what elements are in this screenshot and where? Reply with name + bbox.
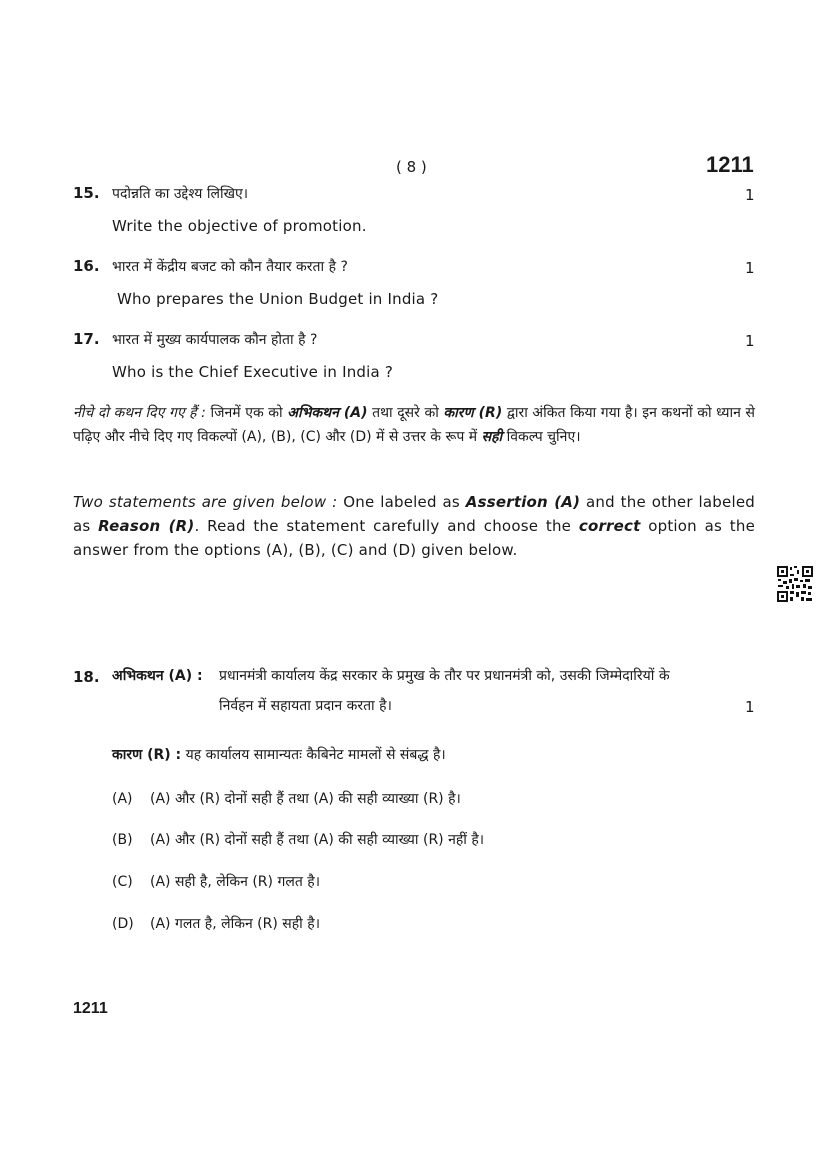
option-b [112, 830, 484, 849]
option-d-letter: (D) [112, 916, 134, 932]
option-c [112, 872, 320, 891]
question-16-marks: 1 [745, 259, 755, 277]
question-17-hindi: भारत में मुख्य कार्यपालक कौन होता है ? [112, 332, 318, 348]
option-a [112, 789, 461, 808]
paper-code-footer: 1211 [73, 1000, 108, 1017]
question-17-marks: 1 [745, 332, 755, 350]
option-b-text: (A) और (R) दोनों सही हैं तथा (A) की सही व्याख्या (R) नहीं है। [150, 832, 485, 848]
question-18-number: 18. [73, 668, 100, 686]
option-c-text: (A) सही है, लेकिन (R) गलत है। [150, 874, 320, 890]
option-d [112, 914, 320, 933]
assertion-text-line-1: प्रधानमंत्री कार्यालय केंद्र सरकार के प्रमुख के तौर पर प्रधानमंत्री को, उसकी जिम्मेदारियों के [219, 668, 670, 684]
instructions-english-intro: Two statements are given below : [73, 493, 338, 511]
question-18-marks: 1 [745, 698, 755, 716]
option-d-text: (A) गलत है, लेकिन (R) सही है। [150, 916, 320, 932]
paper-code-header: 1211 [706, 152, 754, 177]
instructions-hindi-intro: नीचे दो कथन दिए गए हैं : [73, 405, 206, 421]
question-17-english: Who is the Chief Executive in India ? [112, 363, 394, 381]
page-number: ( 8 ) [396, 158, 427, 176]
question-16-hindi: भारत में केंद्रीय बजट को कौन तैयार करता है ? [112, 259, 348, 275]
question-15-marks: 1 [745, 186, 755, 204]
instructions-hindi: नीचे दो कथन दिए गए हैं : जिनमें एक को अभिकथन (A) तथा दूसरे को कारण (R) द्वारा अंकित किया गया है। इन कथनों को ध्यान से पढ़िए और नीचे दिए गए विकल्पों (A), (B), (C) और (D) में से उत्तर के रूप में सही विकल्प चुनिए। [73, 405, 755, 445]
assertion-text-line-2: निर्वहन में सहायता प्रदान करता है। [219, 698, 392, 714]
english-reason-label: Reason (R) [98, 517, 195, 535]
question-15-number: 15. [73, 184, 100, 202]
question-16-number: 16. [73, 257, 100, 275]
assertion-label: अभिकथन (A) : [112, 668, 203, 684]
reason-label: कारण (R) : [112, 747, 182, 763]
question-17-number: 17. [73, 330, 100, 348]
reason-statement [112, 745, 446, 764]
option-a-letter: (A) [112, 791, 133, 807]
option-b-letter: (B) [112, 832, 133, 848]
reason-text: यह कार्यालय सामान्यतः कैबिनेट मामलों से संबद्ध है। [181, 747, 446, 763]
hindi-assertion-label: अभिकथन (A) [287, 405, 368, 421]
instructions-english: Two statements are given below : One labeled as Assertion (A) and the other labeled as Reason (R). Read the statement carefully and choose the correct option as the answer from the options (A), (B), (C) and (D) given below. [73, 493, 756, 559]
option-a-text: (A) और (R) दोनों सही हैं तथा (A) की सही व्याख्या (R) है। [150, 791, 461, 807]
english-correct-word: correct [578, 517, 641, 535]
qr-code-image [776, 565, 814, 603]
question-15-english: Write the objective of promotion. [112, 217, 367, 235]
question-16-english: Who prepares the Union Budget in India ? [117, 290, 439, 308]
hindi-reason-label: कारण (R) [443, 405, 503, 421]
hindi-correct-word: सही [481, 429, 503, 445]
question-15-hindi: पदोन्नति का उद्देश्य लिखिए। [112, 186, 249, 202]
english-assertion-label: Assertion (A) [465, 493, 581, 511]
option-c-letter: (C) [112, 874, 133, 890]
